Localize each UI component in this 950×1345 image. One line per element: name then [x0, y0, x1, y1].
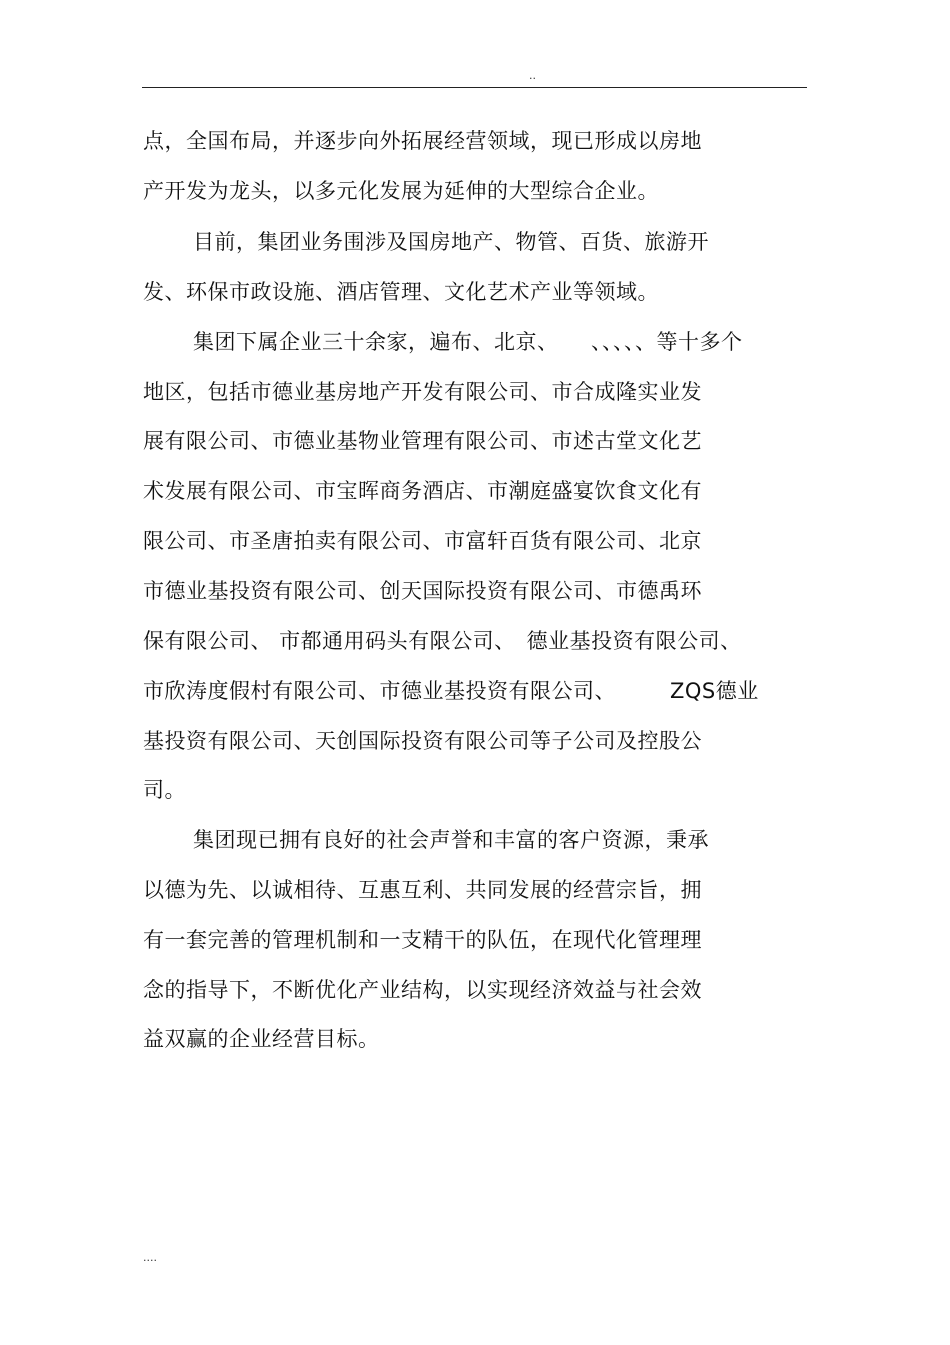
- text-line: 展有限公司、市德业基物业管理有限公司、市述古堂文化艺: [143, 429, 702, 453]
- text-line: 产开发为龙头，以多元化发展为延伸的大型综合企业。: [143, 179, 659, 203]
- text-line: 地区，包括市德业基房地产开发有限公司、市合成隆实业发: [143, 380, 702, 404]
- text-line: 目前，集团业务围涉及国房地产、物管、百货、旅游开: [193, 230, 709, 254]
- footer-mark: ....: [143, 1251, 157, 1264]
- text-line: 司。: [143, 778, 186, 802]
- text-line: 集团现已拥有良好的社会声誉和丰富的客户资源，秉承: [193, 828, 709, 852]
- text-line: 市德业基投资有限公司、创天国际投资有限公司、市德禹环: [143, 579, 702, 603]
- text-line: 点，全国布局，并逐步向外拓展经营领域，现已形成以房地: [143, 129, 702, 153]
- text-line: 保有限公司、 市都通用码头有限公司、 德业基投资有限公司、: [143, 629, 742, 653]
- text-line: 市欣涛度假村有限公司、市德业基投资有限公司、 ZQS德业: [143, 679, 759, 703]
- header-mark: ..: [529, 69, 536, 82]
- text-line: 基投资有限公司、天创国际投资有限公司等子公司及控股公: [143, 729, 702, 753]
- text-line: 术发展有限公司、市宝晖商务酒店、市潮庭盛宴饮食文化有: [143, 479, 702, 503]
- text-line: 集团下属企业三十余家，遍布、北京、 、、、、、等十多个: [193, 330, 743, 354]
- header-rule: [142, 87, 807, 88]
- text-line: 益双赢的企业经营目标。: [143, 1027, 380, 1051]
- text-line: 发、环保市政设施、酒店管理、文化艺术产业等领域。: [143, 280, 659, 304]
- text-line: 有一套完善的管理机制和一支精干的队伍，在现代化管理理: [143, 928, 702, 952]
- text-line: 限公司、市圣唐拍卖有限公司、市富轩百货有限公司、北京: [143, 529, 702, 553]
- text-line: 念的指导下，不断优化产业结构，以实现经济效益与社会效: [143, 978, 702, 1002]
- text-line: 以德为先、以诚相待、互惠互利、共同发展的经营宗旨，拥: [143, 878, 702, 902]
